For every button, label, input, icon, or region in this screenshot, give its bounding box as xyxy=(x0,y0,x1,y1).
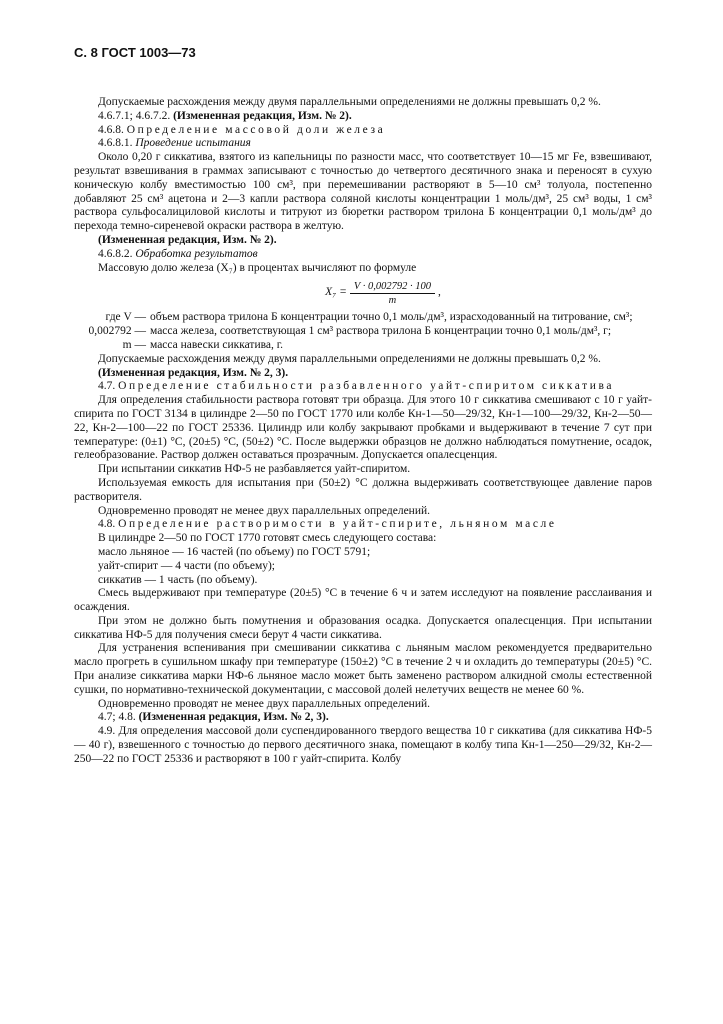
subsection-heading xyxy=(74,137,652,151)
clause-number: 4.6.8.2. xyxy=(98,247,136,260)
definition-row xyxy=(74,311,652,325)
clause-number: 4.8. xyxy=(98,518,119,531)
formula-fraction xyxy=(350,280,435,307)
list-item: уайт-спирит — 4 части (по объему); xyxy=(98,559,276,572)
formula-denominator: m xyxy=(388,294,397,306)
paragraph: Одновременно проводят не менее двух параллельных определений. xyxy=(98,504,431,517)
paragraph: Используемая емкость для испытания при (50±2) °С должна выдерживать соответствующее давление паров растворителя. xyxy=(74,476,652,503)
section-heading xyxy=(74,380,652,394)
list-item: масло льняное — 16 частей (по объему) по ГОСТ 5791; xyxy=(98,545,371,558)
clause-number: 4.7. xyxy=(98,380,119,393)
document-body xyxy=(74,96,652,767)
paragraph: При этом не должно быть помутнения и образования осадка. Допускается опалесценция. При испытании сиккатива НФ-5 для получения смеси берут 4 части сиккатива. xyxy=(74,614,652,641)
subsection-title: Обработка результатов xyxy=(135,247,258,260)
paragraph: 4.9. Для определения массовой доли суспендированного твердого вещества 10 г сиккатива (для сиккатива НФ-5 — 40 г), взвешенного с точностью до первого десятичного знака, помещают в колбу типа Кн-1—250—29/32, Кн-2—250—22 по ГОСТ 25336 и растворяют в 100 г уайт-спирита. Колбу xyxy=(74,725,652,765)
subsection-heading xyxy=(74,248,652,262)
subsection-title: Проведение испытания xyxy=(135,137,251,150)
amendment-label: (Измененная редакция, Изм. № 2). xyxy=(173,109,352,122)
amendment-note xyxy=(74,711,652,725)
section-heading xyxy=(74,124,652,138)
definition-term: 0,002792 — xyxy=(88,325,146,338)
paragraph: Смесь выдерживают при температуре (20±5) °С в течение 6 ч и затем исследуют на появление расслаивания и осаждения. xyxy=(74,587,652,614)
clause-number: 4.6.8.1. xyxy=(98,137,136,150)
formula xyxy=(114,277,652,309)
paragraph: Для определения стабильности раствора готовят три образца. Для этого 10 г сиккатива смешивают с 10 г уайт-спирита по ГОСТ 3134 в цилиндре 2—50 по ГОСТ 1770 или колбе Кн-1—50—29/32, Кн-1—100—29/32, Кн-2—50—22, Кн-2—100—22 по ГОСТ 25336. Цилиндр или колбу закрывают пробками и выдерживают в течение 7 сут при температуре: (0±1) °С, (20±5) °С, (50±2) °С. После выдержки образцов не должно наблюдаться помутнение, осадок, гелеобразование. Раствор должен оставаться прозрачным. Допускается опалесценция. xyxy=(74,394,652,462)
formula-numerator: V · 0,002792 · 100 xyxy=(350,280,435,294)
clause-number: 4.7; 4.8. xyxy=(98,711,139,724)
definition-text: масса железа, соответствующая 1 см³ раствора трилона Б концентрации точно 0,1 моль/дм³, г; xyxy=(150,325,612,338)
section-title: Определение массовой доли железа xyxy=(126,123,386,136)
paragraph: Одновременно проводят не менее двух параллельных определений. xyxy=(98,697,431,710)
section-title: Определение стабильности разбавленного уайт-спиритом сиккатива xyxy=(118,380,615,393)
paragraph: При испытании сиккатив НФ-5 не разбавляется уайт-спиритом. xyxy=(98,463,411,476)
amendment-label: (Измененная редакция, Изм. № 2). xyxy=(98,233,277,246)
definition-term: где V — xyxy=(105,311,146,324)
page-header: С. 8 ГОСТ 1003—73 xyxy=(74,45,196,60)
paragraph: Массовую долю железа (X₇) в процентах вычисляют по формуле xyxy=(98,261,417,274)
paragraph: В цилиндре 2—50 по ГОСТ 1770 готовят смесь следующего состава: xyxy=(98,532,437,545)
definition-row xyxy=(74,325,652,339)
amendment-note xyxy=(74,110,652,124)
clause-number: 4.6.8. xyxy=(98,123,127,136)
paragraph: Допускаемые расхождения между двумя параллельными определениями не должны превышать 0,2 %. xyxy=(98,96,601,108)
amendment-label: (Измененная редакция, Изм. № 2, 3). xyxy=(98,366,289,379)
section-title: Определение растворимости в уайт-спирите, льняном масле xyxy=(118,518,557,531)
list-item: сиккатив — 1 часть (по объему). xyxy=(98,573,258,586)
formula-lhs: X₇ = xyxy=(325,286,347,299)
definition-term: m — xyxy=(122,338,146,351)
definition-row xyxy=(74,339,652,353)
formula-tail: , xyxy=(437,286,441,299)
definition-text: масса навески сиккатива, г. xyxy=(150,338,284,351)
section-heading xyxy=(74,518,652,532)
amendment-label: (Измененная редакция, Изм. № 2, 3). xyxy=(138,711,329,724)
paragraph: Допускаемые расхождения между двумя параллельными определениями не должны превышать 0,2 %. xyxy=(98,352,601,365)
definition-text: объем раствора трилона Б концентрации точно 0,1 моль/дм³, израсходованный на титрование, см³; xyxy=(150,311,633,324)
paragraph: Около 0,20 г сиккатива, взятого из капельницы по разности масс, что соответствует 10—15 мг Fe, взвешивают, результат взвешивания в граммах записывают с точностью до четвертого десятичного знака и переносят в сухую коническую колбу вместимостью 100 см³, при перемешивании растворяют в 5—10 см³ толуола, постепенно добавляют 25 см³ ацетона и 2—3 капли раствора соляной кислоты концентрации 1 моль/дм³, 25 см³ воды, 1 см³ раствора сульфосалициловой кислоты и титруют из бюретки раствором трилона Б концентрации 0,1 моль/дм³ до перехода темно-сиреневой окраски раствора в желтую. xyxy=(74,151,652,233)
clause-number: 4.6.7.1; 4.6.7.2. xyxy=(98,109,174,122)
variable-definitions xyxy=(74,311,652,352)
paragraph: Для устранения вспенивания при смешивании сиккатива с льняным маслом рекомендуется предварительно масло прогреть в сушильном шкафу при температуре (150±2) °С в течение 2 ч и охладить до температуры (20±5) °С. При анализе сиккатива марки НФ-6 льняное масло может быть заменено раствором алкидной смолы естественной сушки, по нормативно-технической документации, с массовой долей нелетучих веществ не менее 60 %. xyxy=(74,642,652,696)
